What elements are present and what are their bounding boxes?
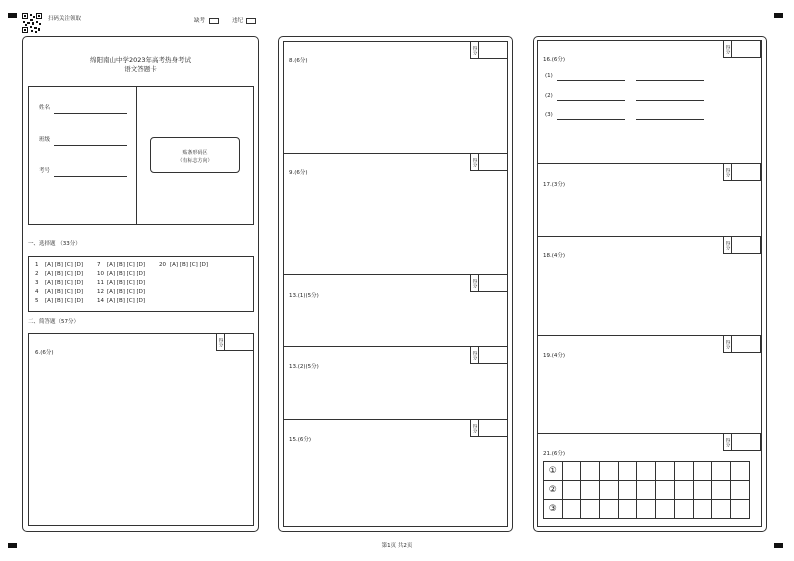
grid-cell[interactable] <box>693 500 712 519</box>
q16-1-blank-b[interactable] <box>636 80 704 81</box>
exam-subtitle: 语文答题卡 <box>124 65 157 73</box>
choice-options[interactable]: [A] [B] [C] [D] <box>45 262 84 268</box>
grid-cell[interactable] <box>674 500 693 519</box>
timing-mark <box>8 13 17 18</box>
row-marker: ② <box>544 481 563 500</box>
score-box-q15 <box>470 419 508 437</box>
grid-cell[interactable] <box>712 462 731 481</box>
grid-cell[interactable] <box>693 462 712 481</box>
q9-answer-box[interactable] <box>283 153 508 275</box>
grid-cell[interactable] <box>637 462 656 481</box>
choice-options[interactable]: [A] [B] [C] [D] <box>107 262 146 268</box>
choice-num: 5 <box>35 298 39 304</box>
violation-checkbox[interactable] <box>246 18 256 24</box>
score-label: 得分 <box>724 336 732 352</box>
grid-cell[interactable] <box>618 462 637 481</box>
choice-options[interactable]: [A] [B] [C] [D] <box>45 298 84 304</box>
choice-num: 1 <box>35 262 39 268</box>
grid-cell[interactable] <box>730 500 749 519</box>
q16-2-blank-b[interactable] <box>636 100 704 101</box>
exam-number-label: 考号 <box>39 168 51 174</box>
q21-title: 21.(6分) <box>543 451 566 457</box>
choice-num: 7 <box>97 262 101 268</box>
q16-answer-box[interactable] <box>537 40 762 164</box>
row-marker: ① <box>544 462 563 481</box>
info-divider <box>136 86 137 225</box>
score-box-q21 <box>723 433 761 451</box>
score-label: 得分 <box>724 164 732 180</box>
score-box-q9 <box>470 153 508 171</box>
grid-row <box>544 462 750 481</box>
grid-cell[interactable] <box>562 462 581 481</box>
grid-cell[interactable] <box>712 500 731 519</box>
page-number: 第1页 共2页 <box>381 543 413 549</box>
score-box-q16 <box>723 40 761 58</box>
q6-answer-box[interactable] <box>28 333 254 526</box>
choice-options[interactable]: [A] [B] [C] [D] <box>107 280 146 286</box>
q13-1-title: 13.(1)(5分) <box>289 293 319 299</box>
barcode-label: 贴条形码区 <box>182 150 208 156</box>
score-box-q17 <box>723 163 761 181</box>
choice-num: 4 <box>35 289 39 295</box>
name-label: 姓名 <box>39 105 51 111</box>
grid-row <box>544 481 750 500</box>
score-label: 得分 <box>724 237 732 253</box>
q16-item: (2) <box>545 93 553 99</box>
grid-cell[interactable] <box>562 500 581 519</box>
timing-mark <box>774 13 783 18</box>
grid-cell[interactable] <box>618 481 637 500</box>
choice-num: 11 <box>97 280 104 286</box>
score-label: 得分 <box>217 334 225 350</box>
grid-cell[interactable] <box>562 481 581 500</box>
class-label: 班级 <box>39 137 51 143</box>
name-field[interactable] <box>54 113 127 114</box>
row-marker: ③ <box>544 500 563 519</box>
absent-label: 缺考 <box>194 18 206 24</box>
q18-title: 18.(4分) <box>543 253 566 259</box>
q6-title: 6.(6分) <box>35 350 54 356</box>
score-box-q8 <box>470 41 508 59</box>
grid-cell[interactable] <box>581 500 600 519</box>
q8-title: 8.(6分) <box>289 58 308 64</box>
q16-item: (3) <box>545 112 553 118</box>
class-field[interactable] <box>54 145 127 146</box>
grid-cell[interactable] <box>674 481 693 500</box>
q16-1-blank-a[interactable] <box>557 80 625 81</box>
score-label: 得分 <box>471 347 479 363</box>
q17-title: 17.(3分) <box>543 182 566 188</box>
q13-2-title: 13.(2)(5分) <box>289 364 319 370</box>
violation-label: 违纪 <box>232 18 244 24</box>
barcode-hint: （有标志方向） <box>177 158 213 164</box>
q15-title: 15.(6分) <box>289 437 312 443</box>
choice-options[interactable]: [A] [B] [C] [D] <box>45 271 84 277</box>
choice-num: 20 <box>159 262 166 268</box>
grid-cell[interactable] <box>637 481 656 500</box>
grid-cell[interactable] <box>600 481 619 500</box>
grid-cell[interactable] <box>730 462 749 481</box>
score-label: 得分 <box>471 42 479 58</box>
choice-num: 14 <box>97 298 104 304</box>
score-label: 得分 <box>471 275 479 291</box>
grid-cell[interactable] <box>637 500 656 519</box>
qr-label: 扫码关注领取 <box>48 16 82 22</box>
exam-number-field[interactable] <box>54 176 127 177</box>
grid-cell[interactable] <box>600 500 619 519</box>
grid-cell[interactable] <box>656 481 675 500</box>
choice-num: 2 <box>35 271 39 277</box>
q16-item: (1) <box>545 73 553 79</box>
choice-options[interactable]: [A] [B] [C] [D] <box>170 262 209 268</box>
absent-checkbox[interactable] <box>209 18 219 24</box>
grid-cell[interactable] <box>618 500 637 519</box>
q16-3-blank-b[interactable] <box>636 119 704 120</box>
exam-title: 绵阳南山中学2023年高考热身考试 <box>89 56 192 64</box>
grid-cell[interactable] <box>581 481 600 500</box>
score-label: 得分 <box>471 420 479 436</box>
score-label: 得分 <box>724 41 732 57</box>
choice-num: 10 <box>97 271 104 277</box>
q16-title: 16.(6分) <box>543 57 566 63</box>
q9-title: 9.(6分) <box>289 170 308 176</box>
section-choice-title: 一、选择题 （33分） <box>28 241 81 247</box>
grid-cell[interactable] <box>693 481 712 500</box>
q19-title: 19.(4分) <box>543 353 566 359</box>
score-box-q19 <box>723 335 761 353</box>
grid-cell[interactable] <box>600 462 619 481</box>
q16-3-blank-a[interactable] <box>557 119 625 120</box>
q21-writing-grid <box>543 461 750 519</box>
choice-options[interactable]: [A] [B] [C] [D] <box>107 298 146 304</box>
choice-options[interactable]: [A] [B] [C] [D] <box>107 271 146 277</box>
score-box-q6 <box>216 333 254 351</box>
score-label: 得分 <box>471 154 479 170</box>
grid-cell[interactable] <box>674 462 693 481</box>
choice-num: 3 <box>35 280 39 286</box>
score-box-q18 <box>723 236 761 254</box>
choice-options[interactable]: [A] [B] [C] [D] <box>107 289 146 295</box>
grid-cell[interactable] <box>730 481 749 500</box>
score-box-q13-1 <box>470 274 508 292</box>
choice-options[interactable]: [A] [B] [C] [D] <box>45 280 84 286</box>
score-box-q13-2 <box>470 346 508 364</box>
grid-cell[interactable] <box>656 500 675 519</box>
qr-code-icon <box>22 13 42 33</box>
grid-cell[interactable] <box>581 462 600 481</box>
grid-cell[interactable] <box>656 462 675 481</box>
q16-2-blank-a[interactable] <box>557 100 625 101</box>
grid-cell[interactable] <box>712 481 731 500</box>
score-label: 得分 <box>724 434 732 450</box>
section-short-answer-title: 二、简答题（57分） <box>28 319 79 325</box>
grid-row <box>544 500 750 519</box>
choice-num: 12 <box>97 289 104 295</box>
choice-options[interactable]: [A] [B] [C] [D] <box>45 289 84 295</box>
